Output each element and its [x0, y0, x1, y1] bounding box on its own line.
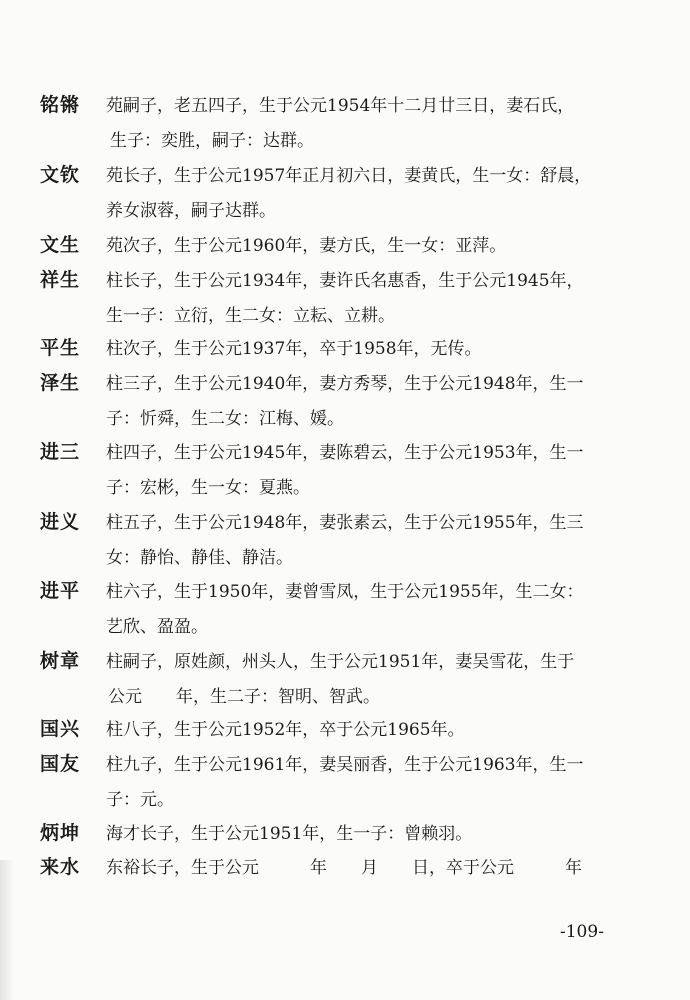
entry-text: 柱六子，生于1950年，妻曾雪凤，生于公元1955年，生二女： [106, 582, 584, 602]
entry-text: 柱次子，生于公元1937年，卒于1958年，无传。 [106, 339, 482, 359]
entry-text: 柱四子，生于公元1945年，妻陈碧云，生于公元1953年，生一 [106, 443, 584, 463]
person-name: 国友 [40, 753, 81, 775]
entry-text: 柱八子，生于公元1952年，卒于公元1965年。 [106, 720, 465, 740]
entry-text-continued: 公元 年，生二子：智明、智武。 [108, 687, 380, 707]
person-name: 平生 [40, 337, 81, 359]
person-name: 炳坤 [40, 822, 81, 844]
person-name: 进三 [40, 441, 81, 463]
entry-text-continued: 子：忻舜，生二女：江梅、媛。 [106, 409, 344, 429]
page-number: -109- [560, 922, 604, 942]
person-name: 铭锵 [40, 94, 81, 116]
entry-text: 东裕长子，生于公元 年 月 日，卒于公元 年 [106, 858, 582, 878]
scan-edge-shadow [0, 860, 14, 1000]
person-name: 来水 [40, 856, 81, 878]
person-name: 进义 [40, 511, 81, 533]
entry-text: 苑次子，生于公元1960年，妻方氏，生一女：亚萍。 [106, 236, 507, 256]
person-name: 文钦 [40, 164, 81, 186]
entry-text: 柱九子，生于公元1961年，妻吴丽香，生于公元1963年，生一 [106, 755, 584, 775]
entry-text: 柱长子，生于公元1934年，妻许氏名惠香，生于公元1945年， [106, 271, 584, 291]
person-name: 进平 [40, 580, 81, 602]
entry-text-continued: 生子：奕胜，嗣子：达群。 [110, 131, 314, 151]
entry-text-continued: 女：静怡、静佳、静洁。 [106, 548, 293, 568]
person-name: 文生 [40, 234, 81, 256]
person-name: 国兴 [40, 718, 81, 740]
entry-text: 柱嗣子，原姓颜，州头人，生于公元1951年，妻吴雪花，生于 [106, 652, 575, 672]
entry-text-continued: 养女淑蓉，嗣子达群。 [106, 201, 276, 221]
entry-text: 柱三子，生于公元1940年，妻方秀琴，生于公元1948年，生一 [106, 374, 584, 394]
person-name: 泽生 [40, 372, 81, 394]
entry-text: 苑嗣子，老五四子，生于公元1954年十二月廿三日，妻石氏， [106, 96, 575, 116]
entry-text: 苑长子，生于公元1957年正月初六日，妻黄氏，生一女：舒晨， [106, 166, 592, 186]
entry-text-continued: 子：元。 [106, 790, 174, 810]
entry-text-continued: 子：宏彬，生一女：夏燕。 [106, 478, 310, 498]
person-name: 树章 [40, 650, 81, 672]
entry-text: 海才长子，生于公元1951年，生一子：曾赖羽。 [106, 824, 473, 844]
person-name: 祥生 [40, 269, 81, 291]
entry-text: 柱五子，生于公元1948年，妻张素云，生于公元1955年，生三 [106, 513, 584, 533]
entry-text-continued: 艺欣、盈盈。 [106, 617, 208, 637]
entry-text-continued: 生一子：立衍，生二女：立耘、立耕。 [106, 306, 395, 326]
